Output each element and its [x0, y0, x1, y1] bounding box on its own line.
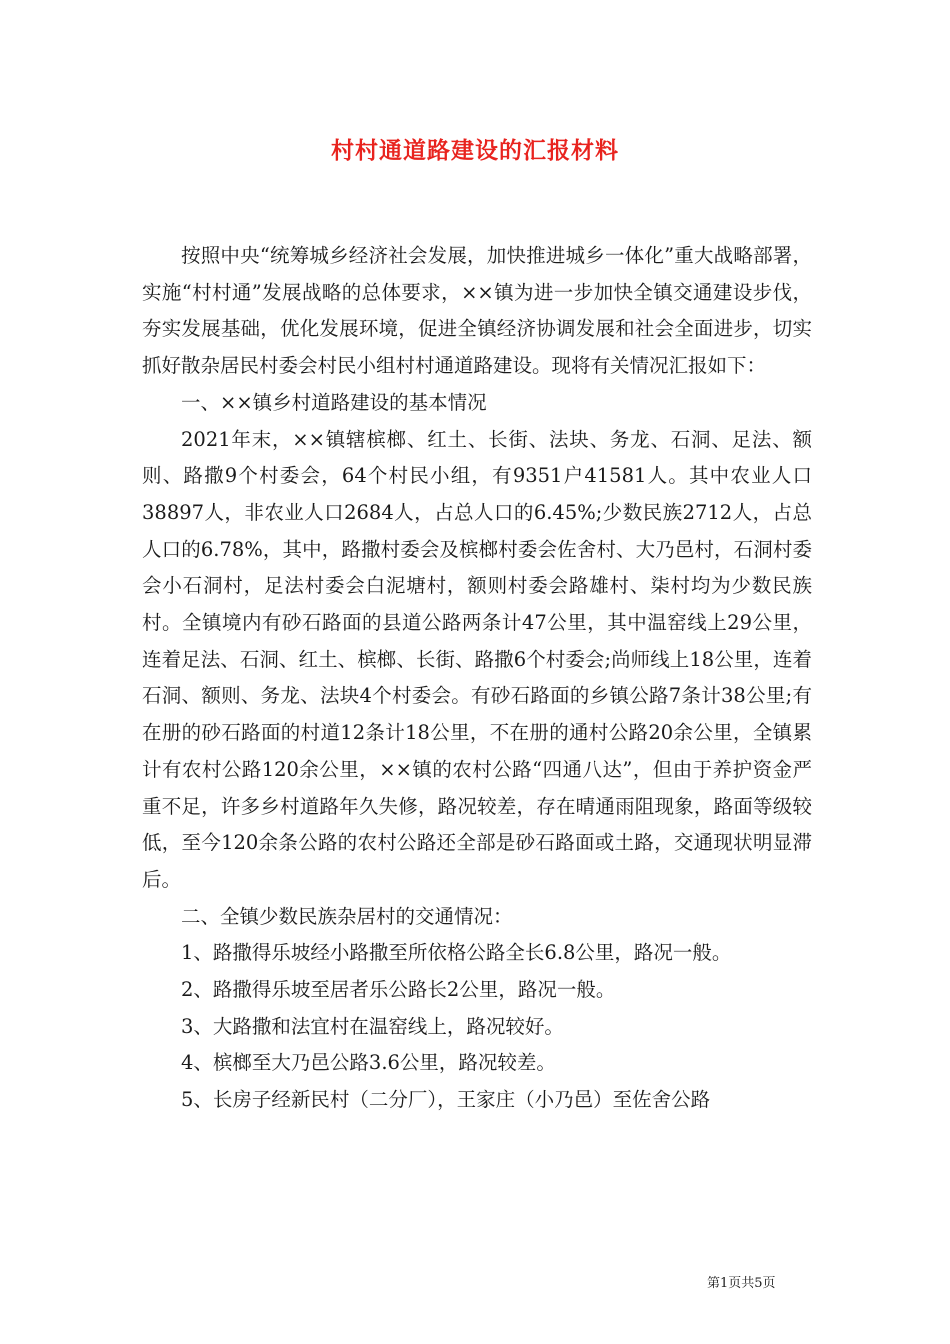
- section-heading-1: 一、××镇乡村道路建设的基本情况: [181, 390, 487, 414]
- document-title: 村村通道路建设的汇报材料: [331, 137, 619, 164]
- list-item-2: 2、路撒得乐坡至居者乐公路长2公里，路况一般。: [181, 978, 616, 1002]
- document-body: [142, 238, 812, 1119]
- page-number-footer: 第1页共5页: [707, 1276, 776, 1291]
- list-item-5: 5、长房子经新民村（二分厂），王家庄（小乃邑）至佐舍公路: [181, 1088, 711, 1112]
- list-item-3: 3、大路撒和法宜村在温窑线上，路况较好。: [181, 1014, 564, 1038]
- paragraph-basic-situation: 2021年末，××镇辖槟榔、红土、长街、法块、务龙、石洞、足法、额则、路撒9个村委会，64个村民小组，有9351户41581人。其中农业人口38897人，非农业人口2684人，占总人口的6.45%;少数民族2712人，占总人口的6.78%，其中，路撒村委会及槟榔村委会佐舍村、大乃邑村，石洞村委会小石洞村，足法村委会白泥塘村，额则村委会路雄村、柒村均为少数民族村。全镇境内有砂石路面的县道公路两条计47公里，其中温窑线上29公里，连着足法、石洞、红土、槟榔、长街、路撒6个村委会;尚师线上18公里，连着石洞、额则、务龙、法块4个村委会。有砂石路面的乡镇公路7条计38公里;有在册的砂石路面的村道12条计18公里，不在册的通村公路20余公里，全镇累计有农村公路120余公里，××镇的农村公路“四通八达”，但由于养护资金严重不足，许多乡村道路年久失修，路况较差，存在晴通雨阻现象，路面等级较低，至今120余条公路的农村公路还全部是砂石路面或土路，交通现状明显滞后。: [142, 427, 812, 891]
- list-item-1: 1、路撒得乐坡经小路撒至所依格公路全长6.8公里，路况一般。: [181, 941, 732, 965]
- section-heading-2: 二、全镇少数民族杂居村的交通情况：: [181, 904, 513, 928]
- list-item-4: 4、槟榔至大乃邑公路3.6公里，路况较差。: [181, 1051, 556, 1075]
- paragraph-intro: 按照中央“统筹城乡经济社会发展，加快推进城乡一体化”重大战略部署，实施“村村通”发展战略的总体要求，××镇为进一步加快全镇交通建设步伐，夯实发展基础，优化发展环境，促进全镇经济协调发展和社会全面进步，切实抓好散杂居民村委会村民小组村村通道路建设。现将有关情况汇报如下：: [142, 244, 812, 378]
